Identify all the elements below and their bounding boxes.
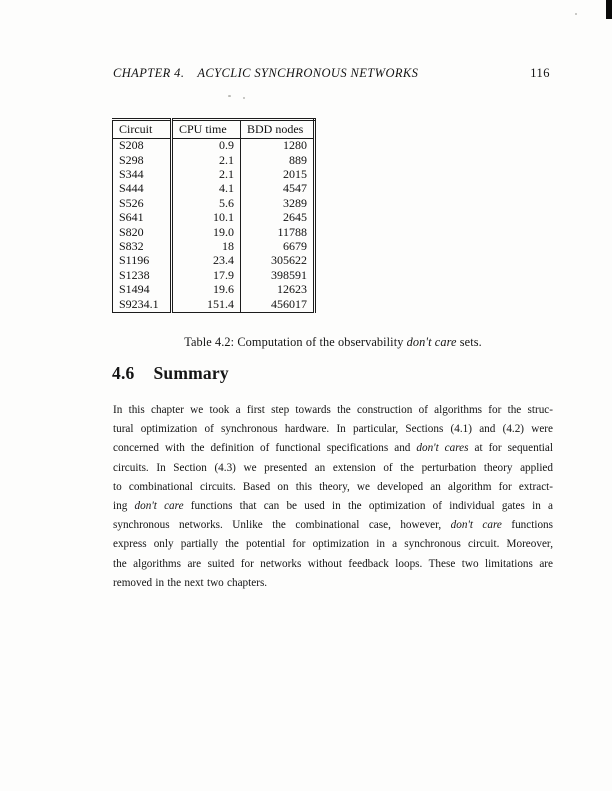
column-header: BDD nodes xyxy=(241,120,315,139)
column-header: Circuit xyxy=(113,120,172,139)
table-cell: 18 xyxy=(172,240,241,254)
chapter-title: ACYCLIC SYNCHRONOUS NETWORKS xyxy=(197,66,419,80)
text-run: functions xyxy=(501,519,553,532)
table-cell: S444 xyxy=(113,182,172,196)
table-row xyxy=(113,269,315,283)
table-cell: 456017 xyxy=(241,297,315,312)
table-cell: S1196 xyxy=(113,254,172,268)
chapter-header xyxy=(113,66,418,81)
section-number: 4.6 xyxy=(112,363,135,383)
paragraph-line xyxy=(113,478,553,497)
table-cell: 17.9 xyxy=(172,269,241,283)
table-cell: 1280 xyxy=(241,139,315,154)
paragraph-line xyxy=(113,401,553,420)
table-cell: S1494 xyxy=(113,283,172,297)
table-row xyxy=(113,254,315,268)
results-table xyxy=(112,118,316,313)
section-title: Summary xyxy=(153,363,229,383)
paragraph-line xyxy=(113,459,553,478)
italic-text-run: don't care xyxy=(134,499,184,512)
text-run: express only partially the potential for optimization in a synchronous circuit. Moreover, xyxy=(113,538,553,551)
text-run: Table 4.2: Computation of the observability xyxy=(184,335,407,349)
table-cell: 12623 xyxy=(241,283,315,297)
text-run: functions that can be used in the optimization of individual gates in a xyxy=(183,499,554,512)
text-run: circuits. In Section (4.3) we presented an extension of the perturbation theory applied xyxy=(113,461,553,474)
text-run: removed in the next two chapters. xyxy=(113,576,268,589)
text-run: synchronous networks. Unlike the combinational case, however, xyxy=(113,519,451,532)
table-cell: 19.6 xyxy=(172,283,241,297)
table-cell: S344 xyxy=(113,168,172,182)
table-cell: 2.1 xyxy=(172,153,241,167)
column-header: CPU time xyxy=(172,120,241,139)
text-run: to combinational circuits. Based on this theory, we developed an algorithm for extract- xyxy=(113,480,553,493)
table-cell: 6679 xyxy=(241,240,315,254)
text-run: ing xyxy=(113,499,135,512)
table-row xyxy=(113,139,315,154)
table-cell: 4.1 xyxy=(172,182,241,196)
summary-paragraph xyxy=(113,401,553,593)
table-cell: 23.4 xyxy=(172,254,241,268)
table-cell: 11788 xyxy=(241,225,315,239)
text-run: tural optimization of synchronous hardware. In particular, Sections (4.1) and (4.2) were xyxy=(113,423,553,436)
table-cell: S298 xyxy=(113,153,172,167)
table-cell: 398591 xyxy=(241,269,315,283)
text-run: In this chapter we took a first step towards the construction of algorithms for the struc- xyxy=(113,404,553,416)
table-cell: S526 xyxy=(113,197,172,211)
table-cell: 10.1 xyxy=(172,211,241,225)
text-run: the algorithms are suited for networks without feedback loops. These two limitations are xyxy=(113,557,553,570)
table-cell: 3289 xyxy=(241,197,315,211)
table-row xyxy=(113,197,315,211)
paragraph-line xyxy=(113,555,553,574)
table-cell: 5.6 xyxy=(172,197,241,211)
paragraph-line xyxy=(113,420,553,439)
scan-speck xyxy=(228,95,231,97)
table-cell: 151.4 xyxy=(172,297,241,312)
scan-speck xyxy=(575,13,577,15)
table-row xyxy=(113,168,315,182)
table-cell: 889 xyxy=(241,153,315,167)
table-cell: 2015 xyxy=(241,168,315,182)
running-header xyxy=(113,66,550,81)
table-row xyxy=(113,211,315,225)
scan-speck xyxy=(243,97,245,99)
header-row xyxy=(113,120,315,139)
table-row xyxy=(113,225,315,239)
paragraph-line xyxy=(113,439,553,458)
table-cell: S832 xyxy=(113,240,172,254)
paragraph-line xyxy=(113,516,553,535)
paragraph-line xyxy=(113,574,553,593)
table-cell: 2645 xyxy=(241,211,315,225)
table-cell: S1238 xyxy=(113,269,172,283)
table-row xyxy=(113,182,315,196)
section-heading xyxy=(112,363,229,384)
table-cell: 19.0 xyxy=(172,225,241,239)
table-row xyxy=(113,283,315,297)
italic-text-run: don't cares xyxy=(416,442,469,455)
table-cell: S820 xyxy=(113,225,172,239)
table-cell: 305622 xyxy=(241,254,315,268)
table-cell: 4547 xyxy=(241,182,315,196)
table-cell: 2.1 xyxy=(172,168,241,182)
results-table-body xyxy=(113,139,315,313)
paragraph-line xyxy=(113,535,553,554)
table-row xyxy=(113,297,315,312)
scan-corner-artifact xyxy=(606,0,612,19)
table-cell: S9234.1 xyxy=(113,297,172,312)
table-cell: 0.9 xyxy=(172,139,241,154)
table-caption xyxy=(113,335,553,350)
italic-text-run: don't care xyxy=(406,335,457,349)
table-cell: S641 xyxy=(113,211,172,225)
table-cell: S208 xyxy=(113,139,172,154)
text-run: sets. xyxy=(456,335,482,349)
table-row xyxy=(113,153,315,167)
results-table-head xyxy=(113,120,315,139)
paragraph-line xyxy=(113,497,553,516)
text-run: concerned with the definition of functional specifications and xyxy=(113,442,417,455)
page-number: 116 xyxy=(530,66,550,80)
italic-text-run: don't care xyxy=(450,519,502,532)
chapter-number: CHAPTER 4. xyxy=(113,66,185,80)
text-run: at for sequential xyxy=(468,442,553,455)
table-row xyxy=(113,240,315,254)
